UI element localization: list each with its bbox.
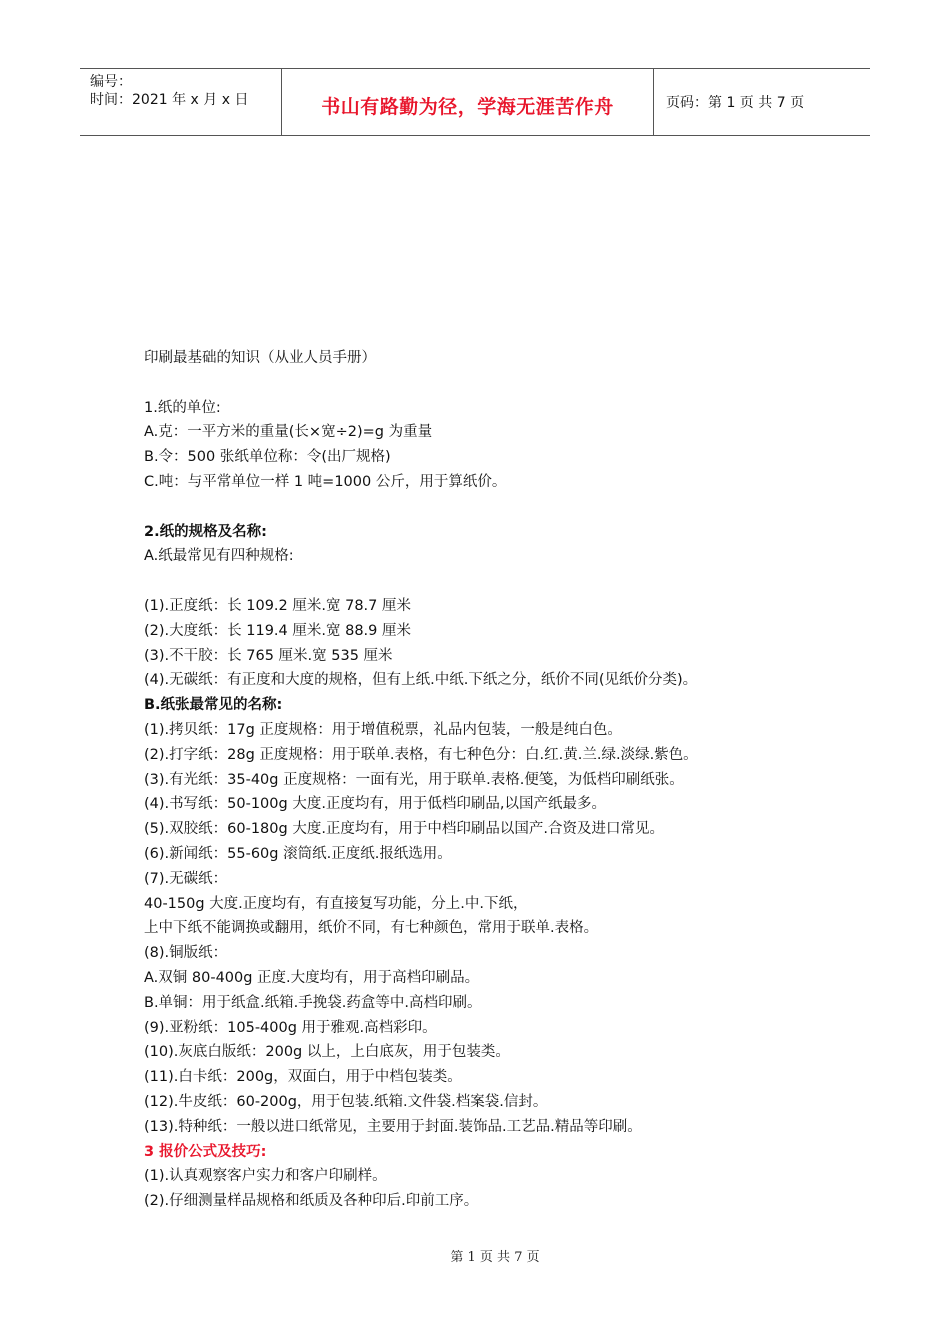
paper-name-2: (2).打字纸：28g 正度规格：用于联单.表格，有七种色分：白.红.黄.兰.绿.淡绿.紫色。 — [144, 746, 698, 763]
paper-name-12: (12).牛皮纸：60-200g，用于包装.纸箱.文件袋.档案袋.信封。 — [144, 1093, 548, 1110]
page-header — [80, 68, 870, 136]
paper-name-3: (3).有光纸：35-40g 正度规格：一面有光，用于联单.表格.便笺，为低档印刷纸张。 — [144, 771, 684, 788]
spec-item-2: (2).大度纸：长 119.4 厘米.宽 88.9 厘米 — [144, 622, 411, 639]
header-meta — [80, 69, 282, 135]
header-page-label: 页码：第 1 页 共 7 页 — [666, 95, 805, 111]
section-3-heading: 3 报价公式及技巧: — [144, 1143, 267, 1160]
section-1-heading: 1.纸的单位: — [144, 399, 221, 416]
document-number-label: 编号： — [90, 74, 132, 90]
section-1-item-a: A.克：一平方米的重量(长×宽÷2)=g 为重量 — [144, 424, 433, 441]
section-2-item-a: A.纸最常见有四种规格: — [144, 548, 294, 565]
spec-item-3: (3).不干胶：长 765 厘米.宽 535 厘米 — [144, 647, 393, 664]
spacer — [144, 371, 824, 396]
spacer — [144, 569, 824, 594]
paper-name-8-detail-a: A.双铜 80-400g 正度.大度均有，用于高档印刷品。 — [144, 969, 480, 986]
page-footer — [0, 1246, 950, 1265]
header-page-cell — [654, 69, 870, 135]
section-2-item-b: B.纸张最常见的名称: — [144, 697, 283, 714]
section-3-item-2: (2).仔细测量样品规格和纸质及各种印后.印前工序。 — [144, 1193, 479, 1210]
header-motto-cell — [282, 69, 654, 135]
section-2-heading: 2.纸的规格及名称: — [144, 523, 267, 540]
paper-name-10: (10).灰底白版纸：200g 以上，上白底灰，用于包装类。 — [144, 1044, 510, 1061]
paper-name-11: (11).白卡纸：200g，双面白，用于中档包装类。 — [144, 1069, 462, 1086]
paper-name-4: (4).书写纸：50-100g 大度.正度均有，用于低档印刷品,以国产纸最多。 — [144, 796, 607, 813]
document-body — [144, 346, 824, 1214]
paper-name-5: (5).双胶纸：60-180g 大度.正度均有，用于中档印刷品以国产.合资及进口常见。 — [144, 821, 665, 838]
footer-page-number: 第 1 页 共 7 页 — [450, 1250, 540, 1265]
paper-name-8: (8).铜版纸： — [144, 945, 228, 962]
section-3-item-1: (1).认真观察客户实力和客户印刷样。 — [144, 1168, 387, 1185]
spec-item-1: (1).正度纸：长 109.2 厘米.宽 78.7 厘米 — [144, 597, 411, 614]
document-time-label: 时间：2021 年 x 月 x 日 — [90, 92, 249, 108]
document-title: 印刷最基础的知识（从业人员手册） — [144, 350, 376, 366]
section-1-item-c: C.吨：与平常单位一样 1 吨=1000 公斤，用于算纸价。 — [144, 473, 507, 490]
paper-name-9: (9).亚粉纸：105-400g 用于雅观.高档彩印。 — [144, 1019, 437, 1036]
spec-item-4: (4).无碳纸：有正度和大度的规格，但有上纸.中纸.下纸之分，纸价不同(见纸价分类)。 — [144, 672, 698, 689]
paper-name-1: (1).拷贝纸：17g 正度规格：用于增值税票，礼品内包装，一般是纯白色。 — [144, 721, 622, 738]
paper-name-7-detail-a: 40-150g 大度.正度均有，有直接复写功能，分上.中.下纸， — [144, 895, 528, 912]
paper-name-13: (13).特种纸：一般以进口纸常见，主要用于封面.装饰品.工艺品.精品等印刷。 — [144, 1118, 642, 1135]
spacer — [144, 495, 824, 520]
paper-name-7: (7).无碳纸： — [144, 870, 228, 887]
section-1-item-b: B.令：500 张纸单位称：令(出厂规格) — [144, 449, 391, 466]
paper-name-8-detail-b: B.单铜：用于纸盒.纸箱.手挽袋.药盒等中.高档印刷。 — [144, 994, 482, 1011]
header-motto: 书山有路勤为径，学海无涯苦作舟 — [321, 95, 614, 118]
paper-name-7-detail-b: 上中下纸不能调换或翻用，纸价不同，有七种颜色，常用于联单.表格。 — [144, 920, 599, 937]
paper-name-6: (6).新闻纸：55-60g 滚筒纸.正度纸.报纸选用。 — [144, 845, 452, 862]
